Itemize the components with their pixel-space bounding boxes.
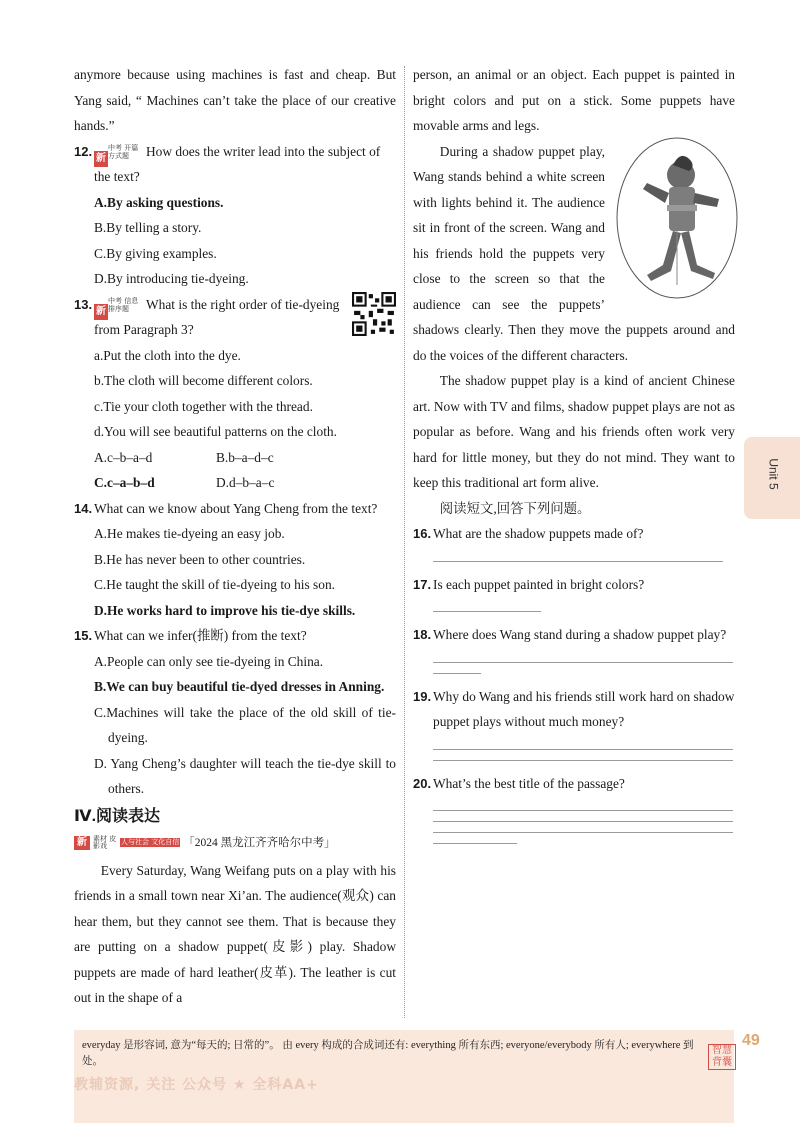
question-19 [413, 684, 735, 735]
question-number: 17. [413, 576, 432, 592]
question-number: 16. [413, 526, 432, 541]
option: D.He works hard to improve his tie-dye skills. [94, 602, 356, 618]
material-label: 素材 皮影戏 [93, 834, 117, 850]
source-line [74, 832, 396, 854]
wisdom-bag-badge: 智慧背囊 [708, 1044, 736, 1070]
question-text: What’s the best title of the passage? [433, 775, 625, 791]
question-text: Why do Wang and his friends still work hard on shadow puppet plays without much money? [433, 688, 735, 729]
option: C.He taught the skill of tie-dyeing to his son. [94, 577, 336, 592]
option: D.By introducing tie-dyeing. [94, 271, 249, 286]
right-column [413, 62, 735, 854]
new-exam-tag: 新中考 开篇方式题 [94, 144, 142, 160]
question-text: Where does Wang stand during a shadow puppet play? [433, 627, 727, 642]
question-number: 13. [74, 296, 93, 312]
option: B.He has never been to other countries. [94, 551, 306, 567]
answer-line[interactable] [433, 832, 733, 833]
section-title: Ⅳ.阅读表达 [74, 807, 161, 825]
answer-line[interactable] [433, 843, 517, 844]
option: B.b–a–d–c [216, 449, 274, 465]
question-text: What are the shadow puppets made of? [433, 526, 644, 541]
instruction: 阅读短文,回答下列问题。 [439, 500, 591, 516]
passage-continuation: person, an animal or an object. Each puppet is painted in bright colors and put on a stick. Some puppets have movable arms and legs. [413, 67, 735, 133]
question-18 [413, 622, 735, 648]
option: B.We can buy beautiful tie-dyed dresses in Anning. [94, 679, 385, 694]
answer-line[interactable] [433, 821, 733, 822]
question-14 [74, 496, 396, 522]
question-text: What is the right order of tie-dyeing from Paragraph 3? [94, 296, 340, 337]
question-12 [74, 139, 396, 190]
question-text: Is each puppet painted in bright colors? [433, 576, 645, 592]
answer-line[interactable] [433, 611, 541, 612]
question-text: What can we know about Yang Cheng from the text? [94, 500, 378, 516]
qr-code-icon[interactable] [352, 292, 396, 336]
answer-line[interactable] [433, 749, 733, 750]
unit-side-tab [744, 437, 800, 519]
unit-label: Unit 5 [766, 458, 781, 490]
option: C.Machines will take the place of the old skill of tie-dyeing. [94, 704, 396, 745]
option: A.By asking questions. [94, 194, 224, 210]
step-item: b.The cloth will become different colors. [94, 373, 313, 388]
left-column [74, 62, 396, 1011]
question-16 [413, 521, 735, 547]
step-item: a.Put the cloth into the dye. [94, 347, 241, 363]
option: A.He makes tie-dyeing an easy job. [94, 526, 285, 541]
option: D. Yang Cheng’s daughter will teach the tie-dye skill to others. [94, 755, 396, 796]
question-13 [74, 292, 396, 343]
answer-line[interactable] [433, 662, 733, 663]
question-number: 12. [74, 143, 93, 159]
option-row [74, 470, 396, 496]
question-17 [413, 572, 735, 598]
column-divider [404, 66, 405, 1018]
option: C.c–a–b–d [94, 475, 155, 490]
option: A.c–b–a–d [94, 449, 153, 465]
answer-line[interactable] [433, 561, 723, 562]
option: D.d–b–a–c [216, 475, 275, 490]
question-text: How does the writer lead into the subject of the text? [94, 143, 381, 184]
new-material-badge: 新 [74, 836, 90, 850]
option: A.People can only see tie-dyeing in China. [94, 653, 324, 669]
question-number: 14. [74, 500, 93, 516]
answer-line[interactable] [433, 810, 733, 811]
watermark: 教辅资源, 关注 公众号 ★ 全科AA+ [74, 1077, 319, 1093]
shadow-puppet-image [615, 135, 739, 301]
passage-continuation: anymore because using machines is fast and cheap. But Yang said, “ Machines can’t take the place of our creative hands.” [74, 67, 396, 133]
new-exam-tag: 新中考 信息排序题 [94, 297, 142, 313]
answer-line[interactable] [433, 673, 481, 674]
step-item: d.You will see beautiful patterns on the cloth. [94, 424, 337, 439]
question-number: 19. [413, 688, 432, 704]
question-20 [413, 771, 735, 797]
question-15 [74, 623, 396, 649]
passage-paragraph: The shadow puppet play is a kind of ancient Chinese art. Now with TV and films, shadow puppet plays are not as popular as before. Wang and his friends often work very hard for little money, but they do not mind. They want to keep this traditional art form alive. [413, 373, 735, 490]
step-item: c.Tie your cloth together with the thread. [94, 398, 313, 414]
passage-paragraph: Every Saturday, Wang Weifang puts on a play with his friends in a small town near Xi’an. The audience(观众) can hear them, but they cannot see them. That is because they are putting on a shadow puppet(皮影) play. Shadow puppets are made of hard leather(皮革). The leather is cut out in the shape of a [74, 862, 396, 1005]
answer-line[interactable] [433, 760, 733, 761]
vocabulary-note: everyday 是形容词, 意为“每天的; 日常的”。 由 every 构成的合成词还有: everything 所有东西; everyone/everybody 所有人; everywhere 到处。 [82, 1040, 694, 1067]
footer-note-box [74, 1030, 734, 1123]
passage-paragraph: During a shadow puppet play, Wang stands behind a white screen with lights behind it. The audience sit in front of the screen. Wang and his friends hold the puppets very close to the screen so that the audience can see the puppets’ shadows clearly. Then they move the puppets around and do the voices of the different characters. [413, 143, 735, 363]
option: C.By giving examples. [94, 245, 217, 261]
option-row [74, 445, 396, 471]
theme-label: 人与社会 文化自信 [121, 838, 180, 846]
page-number: 49 [742, 1032, 760, 1049]
question-number: 15. [74, 628, 93, 643]
question-number: 20. [413, 775, 432, 791]
question-number: 18. [413, 627, 432, 642]
option: B.By telling a story. [94, 220, 202, 235]
question-text: What can we infer(推断) from the text? [94, 628, 307, 643]
source-text: 「2024 黑龙江齐齐哈尔中考」 [183, 836, 336, 849]
